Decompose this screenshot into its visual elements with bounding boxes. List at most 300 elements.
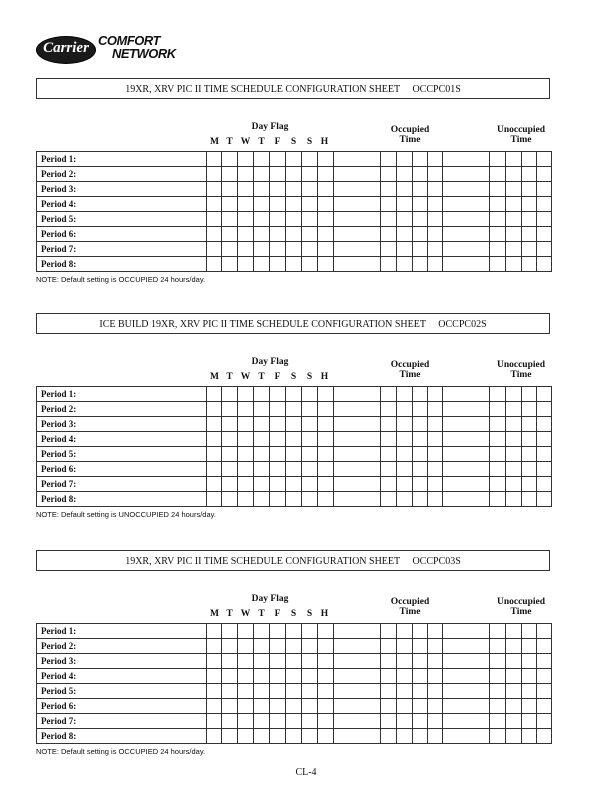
schedule-cell[interactable] [396,624,412,639]
schedule-cell[interactable] [207,654,222,669]
schedule-cell[interactable] [302,227,318,242]
schedule-cell[interactable] [380,447,396,462]
schedule-cell[interactable] [207,152,222,167]
schedule-cell[interactable] [412,492,427,507]
schedule-cell[interactable] [521,699,536,714]
schedule-cell[interactable] [286,654,302,669]
schedule-cell[interactable] [207,432,222,447]
schedule-cell[interactable] [536,197,551,212]
schedule-cell[interactable] [536,639,551,654]
schedule-cell[interactable] [254,462,270,477]
schedule-cell[interactable] [334,669,380,684]
schedule-cell[interactable] [536,182,551,197]
schedule-cell[interactable] [207,669,222,684]
schedule-cell[interactable] [442,477,489,492]
schedule-cell[interactable] [238,492,254,507]
schedule-cell[interactable] [427,492,442,507]
schedule-cell[interactable] [380,167,396,182]
schedule-cell[interactable] [302,242,318,257]
schedule-cell[interactable] [521,167,536,182]
schedule-cell[interactable] [442,639,489,654]
schedule-cell[interactable] [302,729,318,744]
schedule-cell[interactable] [380,197,396,212]
schedule-cell[interactable] [238,684,254,699]
schedule-cell[interactable] [442,257,489,272]
schedule-cell[interactable] [238,182,254,197]
schedule-cell[interactable] [442,492,489,507]
schedule-cell[interactable] [427,624,442,639]
schedule-cell[interactable] [489,654,505,669]
schedule-cell[interactable] [505,669,521,684]
schedule-cell[interactable] [505,729,521,744]
schedule-cell[interactable] [505,477,521,492]
schedule-cell[interactable] [238,152,254,167]
schedule-cell[interactable] [254,212,270,227]
schedule-cell[interactable] [270,212,286,227]
schedule-cell[interactable] [270,639,286,654]
schedule-cell[interactable] [412,227,427,242]
schedule-cell[interactable] [396,462,412,477]
schedule-cell[interactable] [521,654,536,669]
schedule-cell[interactable] [286,684,302,699]
schedule-cell[interactable] [442,212,489,227]
schedule-cell[interactable] [286,624,302,639]
schedule-cell[interactable] [427,152,442,167]
schedule-cell[interactable] [286,714,302,729]
schedule-cell[interactable] [222,257,238,272]
schedule-cell[interactable] [380,684,396,699]
schedule-cell[interactable] [427,167,442,182]
schedule-cell[interactable] [302,417,318,432]
schedule-cell[interactable] [521,197,536,212]
schedule-cell[interactable] [536,257,551,272]
schedule-cell[interactable] [270,432,286,447]
schedule-cell[interactable] [222,167,238,182]
schedule-cell[interactable] [334,242,380,257]
schedule-cell[interactable] [521,432,536,447]
schedule-cell[interactable] [318,492,334,507]
schedule-cell[interactable] [427,462,442,477]
schedule-cell[interactable] [396,729,412,744]
schedule-cell[interactable] [380,182,396,197]
schedule-cell[interactable] [427,699,442,714]
schedule-cell[interactable] [270,417,286,432]
schedule-cell[interactable] [286,729,302,744]
schedule-cell[interactable] [380,714,396,729]
schedule-cell[interactable] [536,729,551,744]
schedule-cell[interactable] [270,654,286,669]
schedule-cell[interactable] [302,432,318,447]
schedule-cell[interactable] [396,212,412,227]
schedule-cell[interactable] [207,447,222,462]
schedule-cell[interactable] [505,699,521,714]
schedule-cell[interactable] [286,492,302,507]
schedule-cell[interactable] [334,639,380,654]
schedule-cell[interactable] [334,197,380,212]
schedule-cell[interactable] [222,432,238,447]
schedule-cell[interactable] [521,684,536,699]
schedule-cell[interactable] [207,699,222,714]
schedule-cell[interactable] [222,417,238,432]
schedule-cell[interactable] [505,182,521,197]
schedule-cell[interactable] [380,669,396,684]
schedule-cell[interactable] [238,197,254,212]
schedule-cell[interactable] [318,212,334,227]
schedule-cell[interactable] [505,402,521,417]
schedule-cell[interactable] [396,447,412,462]
schedule-cell[interactable] [489,639,505,654]
schedule-cell[interactable] [334,654,380,669]
schedule-cell[interactable] [396,387,412,402]
schedule-cell[interactable] [536,447,551,462]
schedule-cell[interactable] [334,257,380,272]
schedule-cell[interactable] [536,402,551,417]
schedule-cell[interactable] [380,387,396,402]
schedule-cell[interactable] [380,152,396,167]
schedule-cell[interactable] [302,447,318,462]
schedule-cell[interactable] [207,714,222,729]
schedule-cell[interactable] [412,447,427,462]
schedule-cell[interactable] [521,227,536,242]
schedule-cell[interactable] [318,654,334,669]
schedule-cell[interactable] [396,669,412,684]
schedule-cell[interactable] [505,492,521,507]
schedule-cell[interactable] [238,669,254,684]
schedule-cell[interactable] [334,152,380,167]
schedule-cell[interactable] [238,387,254,402]
schedule-cell[interactable] [238,417,254,432]
schedule-cell[interactable] [318,624,334,639]
schedule-cell[interactable] [427,714,442,729]
schedule-cell[interactable] [380,462,396,477]
schedule-cell[interactable] [489,242,505,257]
schedule-cell[interactable] [222,152,238,167]
schedule-cell[interactable] [286,212,302,227]
schedule-cell[interactable] [489,492,505,507]
schedule-cell[interactable] [489,417,505,432]
schedule-cell[interactable] [505,212,521,227]
schedule-cell[interactable] [238,402,254,417]
schedule-cell[interactable] [318,402,334,417]
schedule-cell[interactable] [521,462,536,477]
schedule-cell[interactable] [207,462,222,477]
schedule-cell[interactable] [412,462,427,477]
schedule-cell[interactable] [238,462,254,477]
schedule-cell[interactable] [505,432,521,447]
schedule-cell[interactable] [334,684,380,699]
schedule-cell[interactable] [412,197,427,212]
schedule-cell[interactable] [254,387,270,402]
schedule-cell[interactable] [238,167,254,182]
schedule-cell[interactable] [380,699,396,714]
schedule-cell[interactable] [380,654,396,669]
schedule-cell[interactable] [505,167,521,182]
schedule-cell[interactable] [254,167,270,182]
schedule-cell[interactable] [396,197,412,212]
schedule-cell[interactable] [521,212,536,227]
schedule-cell[interactable] [521,447,536,462]
schedule-cell[interactable] [302,699,318,714]
schedule-cell[interactable] [489,212,505,227]
schedule-cell[interactable] [286,417,302,432]
schedule-cell[interactable] [521,402,536,417]
schedule-cell[interactable] [254,714,270,729]
schedule-cell[interactable] [536,669,551,684]
schedule-cell[interactable] [222,227,238,242]
schedule-cell[interactable] [302,492,318,507]
schedule-cell[interactable] [270,669,286,684]
schedule-cell[interactable] [412,669,427,684]
schedule-cell[interactable] [238,639,254,654]
schedule-cell[interactable] [489,197,505,212]
schedule-cell[interactable] [318,729,334,744]
schedule-cell[interactable] [521,624,536,639]
schedule-cell[interactable] [302,714,318,729]
schedule-cell[interactable] [302,212,318,227]
schedule-cell[interactable] [302,182,318,197]
schedule-cell[interactable] [254,729,270,744]
schedule-cell[interactable] [380,639,396,654]
schedule-cell[interactable] [254,669,270,684]
schedule-cell[interactable] [536,714,551,729]
schedule-cell[interactable] [442,714,489,729]
schedule-cell[interactable] [318,257,334,272]
schedule-cell[interactable] [270,447,286,462]
schedule-cell[interactable] [442,729,489,744]
schedule-cell[interactable] [222,639,238,654]
schedule-cell[interactable] [489,167,505,182]
schedule-cell[interactable] [302,257,318,272]
schedule-cell[interactable] [521,182,536,197]
schedule-cell[interactable] [207,212,222,227]
schedule-cell[interactable] [380,257,396,272]
schedule-cell[interactable] [318,447,334,462]
schedule-cell[interactable] [521,387,536,402]
schedule-cell[interactable] [254,684,270,699]
schedule-cell[interactable] [238,447,254,462]
schedule-cell[interactable] [334,387,380,402]
schedule-cell[interactable] [238,257,254,272]
schedule-cell[interactable] [334,699,380,714]
schedule-cell[interactable] [489,729,505,744]
schedule-cell[interactable] [302,197,318,212]
schedule-cell[interactable] [412,684,427,699]
schedule-cell[interactable] [238,432,254,447]
schedule-cell[interactable] [412,477,427,492]
schedule-cell[interactable] [286,167,302,182]
schedule-cell[interactable] [442,387,489,402]
schedule-cell[interactable] [442,152,489,167]
schedule-cell[interactable] [254,432,270,447]
schedule-cell[interactable] [521,257,536,272]
schedule-cell[interactable] [380,242,396,257]
schedule-cell[interactable] [427,669,442,684]
schedule-cell[interactable] [207,182,222,197]
schedule-cell[interactable] [318,699,334,714]
schedule-cell[interactable] [412,639,427,654]
schedule-cell[interactable] [489,699,505,714]
schedule-cell[interactable] [489,669,505,684]
schedule-cell[interactable] [318,669,334,684]
schedule-cell[interactable] [505,447,521,462]
schedule-cell[interactable] [334,417,380,432]
schedule-cell[interactable] [536,432,551,447]
schedule-cell[interactable] [396,714,412,729]
schedule-cell[interactable] [302,387,318,402]
schedule-cell[interactable] [334,167,380,182]
schedule-cell[interactable] [412,432,427,447]
schedule-cell[interactable] [505,654,521,669]
schedule-cell[interactable] [505,417,521,432]
schedule-cell[interactable] [222,729,238,744]
schedule-cell[interactable] [396,492,412,507]
schedule-cell[interactable] [489,447,505,462]
schedule-cell[interactable] [254,492,270,507]
schedule-cell[interactable] [442,417,489,432]
schedule-cell[interactable] [222,624,238,639]
schedule-cell[interactable] [302,152,318,167]
schedule-cell[interactable] [222,197,238,212]
schedule-cell[interactable] [427,182,442,197]
schedule-cell[interactable] [442,462,489,477]
schedule-cell[interactable] [396,152,412,167]
schedule-cell[interactable] [442,402,489,417]
schedule-cell[interactable] [489,402,505,417]
schedule-cell[interactable] [380,492,396,507]
schedule-cell[interactable] [489,257,505,272]
schedule-cell[interactable] [489,624,505,639]
schedule-cell[interactable] [442,197,489,212]
schedule-cell[interactable] [254,699,270,714]
schedule-cell[interactable] [380,212,396,227]
schedule-cell[interactable] [442,654,489,669]
schedule-cell[interactable] [536,417,551,432]
schedule-cell[interactable] [536,684,551,699]
schedule-cell[interactable] [286,197,302,212]
schedule-cell[interactable] [302,624,318,639]
schedule-cell[interactable] [396,227,412,242]
schedule-cell[interactable] [442,242,489,257]
schedule-cell[interactable] [254,242,270,257]
schedule-cell[interactable] [334,729,380,744]
schedule-cell[interactable] [238,654,254,669]
schedule-cell[interactable] [318,227,334,242]
schedule-cell[interactable] [536,462,551,477]
schedule-cell[interactable] [270,152,286,167]
schedule-cell[interactable] [222,684,238,699]
schedule-cell[interactable] [380,402,396,417]
schedule-cell[interactable] [286,257,302,272]
schedule-cell[interactable] [427,227,442,242]
schedule-cell[interactable] [318,684,334,699]
schedule-cell[interactable] [270,182,286,197]
schedule-cell[interactable] [238,699,254,714]
schedule-cell[interactable] [489,432,505,447]
schedule-cell[interactable] [334,492,380,507]
schedule-cell[interactable] [521,242,536,257]
schedule-cell[interactable] [207,167,222,182]
schedule-cell[interactable] [412,152,427,167]
schedule-cell[interactable] [521,639,536,654]
schedule-cell[interactable] [396,684,412,699]
schedule-cell[interactable] [380,227,396,242]
schedule-cell[interactable] [427,387,442,402]
schedule-cell[interactable] [489,152,505,167]
schedule-cell[interactable] [505,257,521,272]
schedule-cell[interactable] [536,699,551,714]
schedule-cell[interactable] [222,654,238,669]
schedule-cell[interactable] [427,197,442,212]
schedule-cell[interactable] [412,182,427,197]
schedule-cell[interactable] [286,227,302,242]
schedule-cell[interactable] [442,699,489,714]
schedule-cell[interactable] [334,432,380,447]
schedule-cell[interactable] [254,447,270,462]
schedule-cell[interactable] [427,212,442,227]
schedule-cell[interactable] [427,432,442,447]
schedule-cell[interactable] [521,669,536,684]
schedule-cell[interactable] [207,242,222,257]
schedule-cell[interactable] [207,257,222,272]
schedule-cell[interactable] [318,417,334,432]
schedule-cell[interactable] [254,477,270,492]
schedule-cell[interactable] [222,447,238,462]
schedule-cell[interactable] [207,402,222,417]
schedule-cell[interactable] [489,684,505,699]
schedule-cell[interactable] [536,624,551,639]
schedule-cell[interactable] [222,402,238,417]
schedule-cell[interactable] [254,654,270,669]
schedule-cell[interactable] [302,477,318,492]
schedule-cell[interactable] [270,387,286,402]
schedule-cell[interactable] [334,624,380,639]
schedule-cell[interactable] [427,639,442,654]
schedule-cell[interactable] [412,714,427,729]
schedule-cell[interactable] [270,242,286,257]
schedule-cell[interactable] [254,624,270,639]
schedule-cell[interactable] [254,182,270,197]
schedule-cell[interactable] [505,624,521,639]
schedule-cell[interactable] [427,402,442,417]
schedule-cell[interactable] [318,714,334,729]
schedule-cell[interactable] [412,257,427,272]
schedule-cell[interactable] [222,492,238,507]
schedule-cell[interactable] [442,684,489,699]
schedule-cell[interactable] [238,714,254,729]
schedule-cell[interactable] [396,182,412,197]
schedule-cell[interactable] [442,432,489,447]
schedule-cell[interactable] [254,257,270,272]
schedule-cell[interactable] [318,432,334,447]
schedule-cell[interactable] [536,242,551,257]
schedule-cell[interactable] [334,227,380,242]
schedule-cell[interactable] [521,729,536,744]
schedule-cell[interactable] [222,387,238,402]
schedule-cell[interactable] [505,684,521,699]
schedule-cell[interactable] [270,729,286,744]
schedule-cell[interactable] [427,654,442,669]
schedule-cell[interactable] [521,714,536,729]
schedule-cell[interactable] [302,167,318,182]
schedule-cell[interactable] [396,257,412,272]
schedule-cell[interactable] [318,639,334,654]
schedule-cell[interactable] [536,152,551,167]
schedule-cell[interactable] [396,699,412,714]
schedule-cell[interactable] [427,447,442,462]
schedule-cell[interactable] [505,714,521,729]
schedule-cell[interactable] [536,477,551,492]
schedule-cell[interactable] [396,639,412,654]
